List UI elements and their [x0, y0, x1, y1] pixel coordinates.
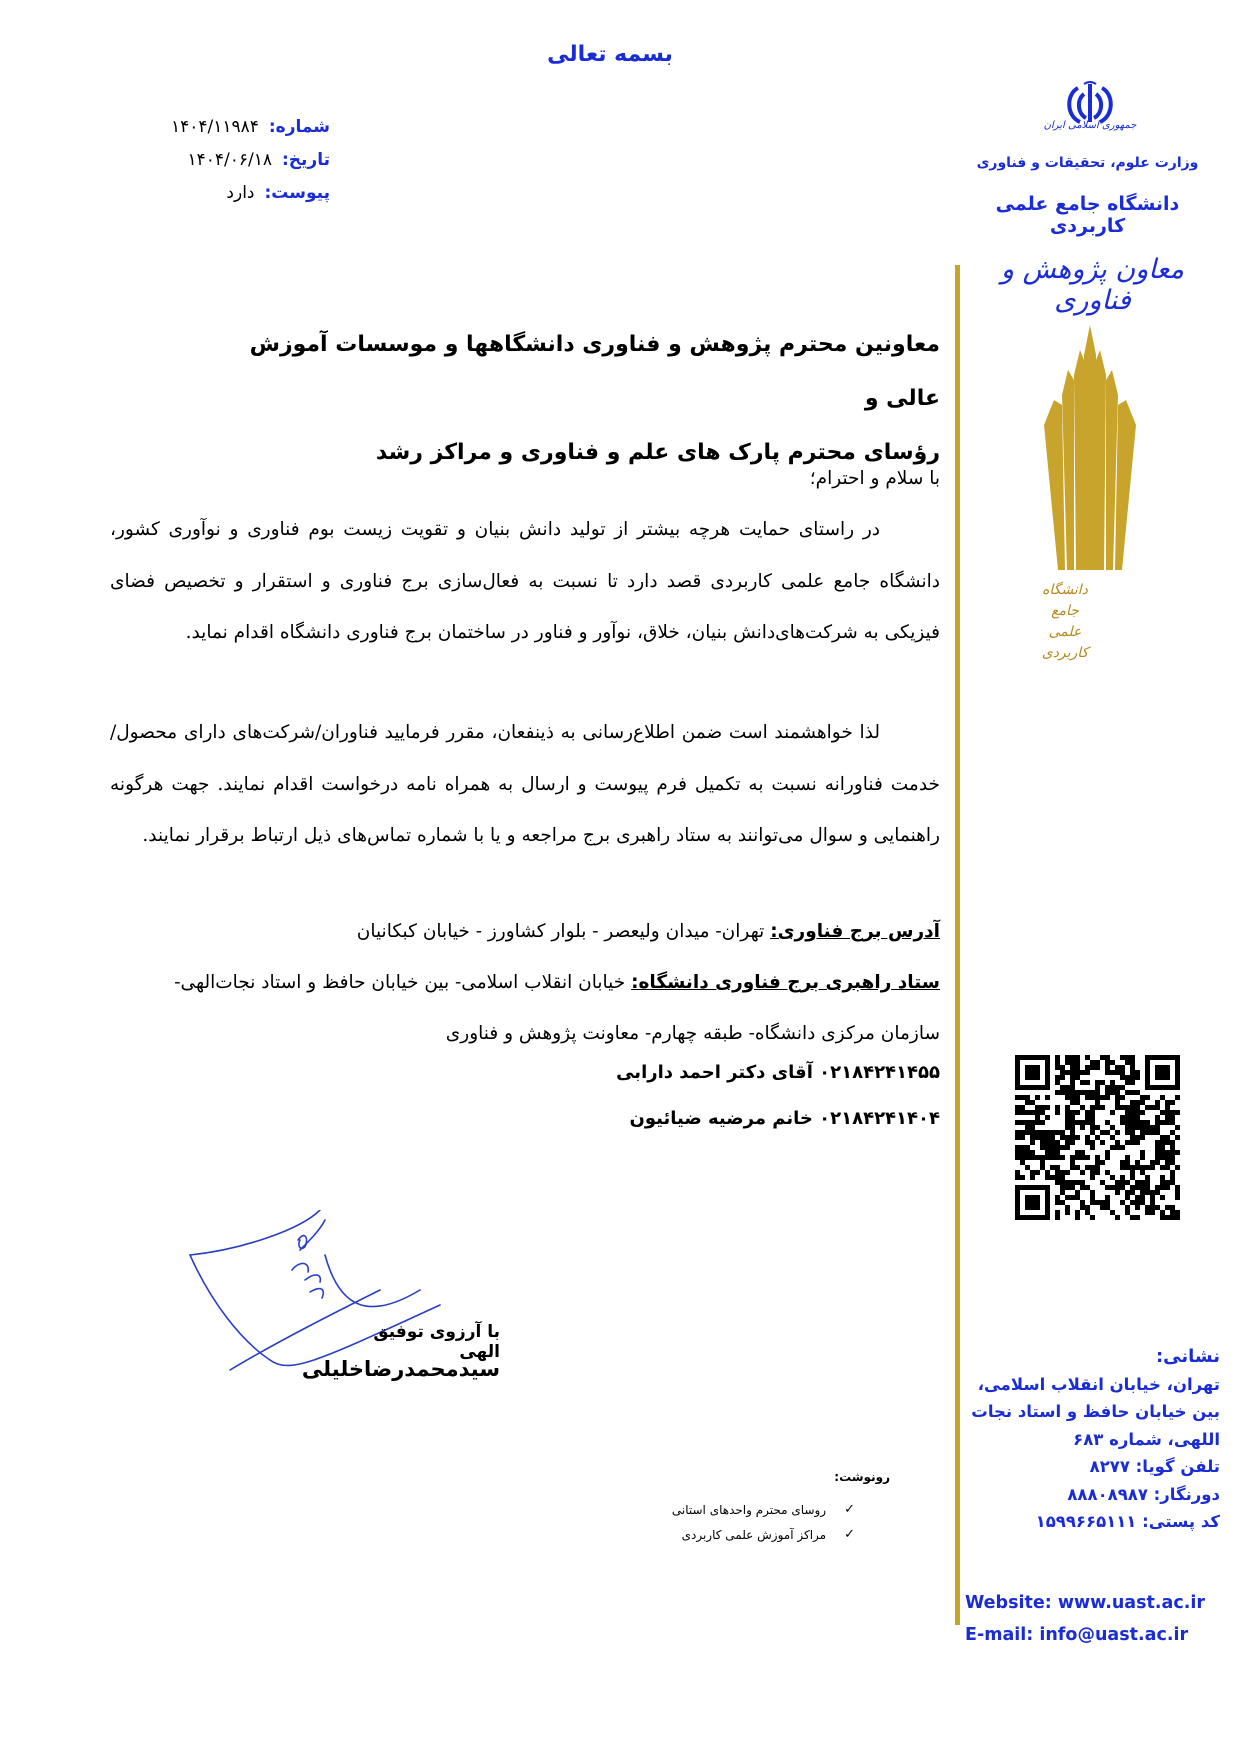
- contact-phone-2: ۰۲۱۸۴۲۴۱۴۰۴ خانم مرضیه ضیائیون: [629, 1108, 940, 1129]
- body-paragraph-2: لذا خواهشمند است ضمن اطلاع‌رسانی به ذینفعان، مقرر فرمایید فناوران/شرکت‌های دارای محصول/خدمت فناورانه نسبت به تکمیل فرم پیوست و ارسال به همراه نامه درخواست اقدام نمایند. جهت هرگونه راهنمایی و سوال می‌توانند به ستاد راهبری برج مراجعه و یا با شماره تماس‌های ذیل ارتباط برقرار نمایند.: [110, 722, 940, 847]
- hq-address-line2: سازمان مرکزی دانشگاه- طبقه چهارم- معاونت پژوهش و فناوری: [445, 1023, 940, 1044]
- letter-attachment-label: پیوست:: [264, 183, 330, 203]
- qr-code: [1015, 1055, 1180, 1220]
- hq-address-value: خیابان انقلاب اسلامی- بین خیابان حافظ و استاد نجات‌الهی-: [174, 972, 632, 993]
- hq-address-label: ستاد راهبری برج فناوری دانشگاه:: [631, 972, 940, 993]
- footer-fax: دورنگار: ۸۸۸۰۸۹۸۷: [1067, 1484, 1220, 1504]
- greeting: با سلام و احترام؛: [809, 468, 940, 489]
- ministry-name: وزارت علوم، تحقیقات و فناوری: [976, 155, 1199, 171]
- addressee-line2: رؤسای محترم پارک های علم و فناوری و مراکز رشد: [375, 440, 940, 465]
- contact-phone-1: ۰۲۱۸۴۲۴۱۴۵۵ آقای دکتر احمد دارابی: [616, 1062, 940, 1083]
- footer-address-line3: اللهی، شماره ۶۸۳: [1073, 1429, 1220, 1449]
- iran-emblem-icon: [1060, 80, 1120, 148]
- footer-address-line2: بین خیابان حافظ و استاد نجات: [971, 1402, 1220, 1421]
- letter-attachment-value: دارد: [226, 183, 255, 203]
- footer-email-link[interactable]: E-mail: info@uast.ac.ir: [965, 1625, 1189, 1645]
- cc-list-item: [620, 1527, 855, 1542]
- footer-postal-code: کد پستی: ۱۵۹۹۶۶۵۱۱۱: [1035, 1512, 1220, 1531]
- letter-date-label: تاریخ:: [282, 150, 330, 170]
- cc-item-label: مراکز آموزش علمی کاربردی: [681, 1527, 827, 1542]
- deputy-title: معاون پژوهش و فناوری: [1001, 254, 1184, 316]
- letter-number-label: شماره:: [268, 117, 330, 137]
- checkmark-icon: ✓: [844, 1502, 855, 1517]
- addressee-line1: معاونین محترم پژوهش و فناوری دانشگاهها و موسسات آموزش عالی و: [249, 332, 940, 411]
- footer-address: [970, 1343, 1220, 1536]
- emblem-caption: جمهوری اسلامی ایران: [1043, 120, 1137, 131]
- letter-attachment: [110, 183, 330, 203]
- cc-title: رونوشت:: [834, 1470, 890, 1484]
- cc-item-label: روسای محترم واحدهای استانی: [671, 1502, 827, 1517]
- closing-phrase: با آرزوی توفیق الهی: [373, 1322, 500, 1362]
- letter-number: [110, 117, 330, 137]
- cc-list-item: [620, 1502, 855, 1517]
- footer-address-line1: تهران، خیابان انقلاب اسلامی،: [977, 1374, 1220, 1394]
- university-logo-caption: [1030, 580, 1100, 664]
- letter-number-value: ۱۴۰۴/۱۱۹۸۴: [170, 117, 259, 137]
- letter-date: [110, 150, 330, 170]
- footer-website-link[interactable]: Website: www.uast.ac.ir: [965, 1593, 1206, 1613]
- letter-date-value: ۱۴۰۴/۰۶/۱۸: [187, 150, 272, 170]
- tower-address: [110, 906, 940, 958]
- logo-caption-line1: دانشگاه جامع: [1042, 582, 1088, 619]
- tower-address-value: تهران- میدان ولیعصر - بلوار کشاورز - خیابان کبکانیان: [356, 921, 771, 942]
- body-paragraph-1: در راستای حمایت هرچه بیشتر از تولید دانش بنیان و تقویت زیست بوم فناوری و نوآوری کشور، دانشگاه جامع علمی کاربردی قصد دارد تا نسبت به فعال‌سازی برج فناوری و استقرار و تخصیص فضای فیزیکی به شرکت‌های‌دانش بنیان، خلاق، نوآور و فناور در ساختمان برج فناوری دانشگاه اقدام نماید.: [110, 519, 940, 644]
- university-name: دانشگاه جامع علمی کاربردی: [995, 193, 1180, 237]
- checkmark-icon: ✓: [844, 1527, 855, 1542]
- bismillah-heading: بسمه تعالی: [547, 42, 673, 67]
- university-logo-icon: [1040, 325, 1140, 575]
- gold-divider-line: [955, 265, 960, 1625]
- hq-address: [110, 957, 940, 1009]
- footer-phone: تلفن گویا: ۸۲۷۷: [1089, 1457, 1220, 1476]
- signer-name: سیدمحمدرضاخلیلی: [301, 1357, 500, 1381]
- logo-caption-line2: علمی کاربردی: [1041, 624, 1089, 661]
- tower-address-label: آدرس برج فناوری:: [770, 921, 940, 942]
- footer-address-label: نشانی:: [1155, 1346, 1220, 1367]
